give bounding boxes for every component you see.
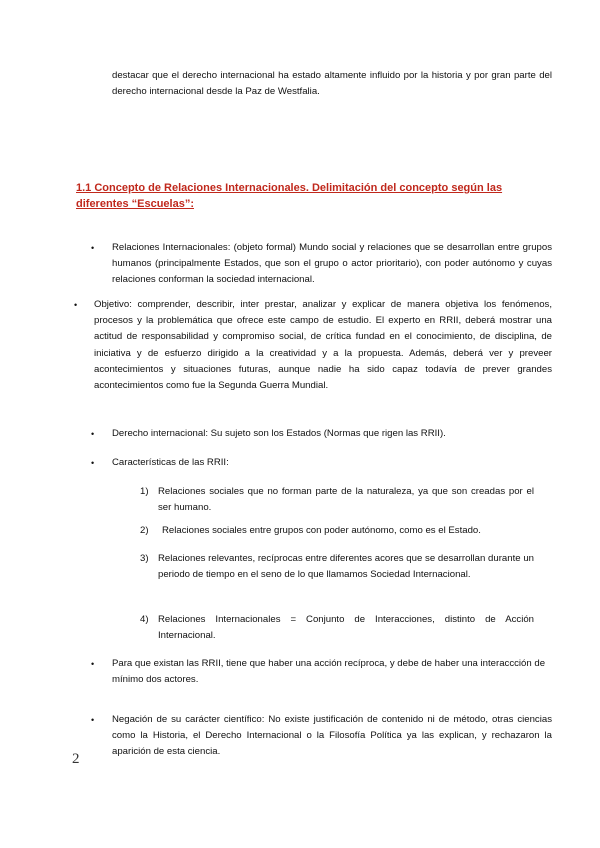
page-number: 2: [72, 751, 80, 767]
section-heading: 1.1 Concepto de Relaciones Internacionales. Delimitación del concepto según las diferentes “Escuelas”:: [76, 182, 503, 210]
characteristic-item: Relaciones sociales entre grupos con poder autónomo, como es el Estado.: [162, 525, 481, 536]
bullet-accion-reciproca: Para que existan las RRII, tiene que haber una acción recíproca, y debe de haber una interaccción de mínimo dos actores.: [112, 658, 546, 686]
intro-paragraph: destacar que el derecho internacional ha estado altamente influido por la historia y por gran parte del derecho internacional desde la Paz de Westfalia.: [112, 70, 552, 98]
bullet-relaciones-internacionales: Relaciones Internacionales: (objeto formal) Mundo social y relaciones que se desarrollan entre grupos humanos (principalmente Estados, que son el grupo o actor prioritario), con poder autónomo y cuyas relaciones conforman la sociedad internacional.: [112, 242, 552, 286]
bullet-icon: •: [91, 458, 95, 468]
bullet-caracteristicas: Características de las RRII:: [112, 457, 229, 468]
bullet-icon: •: [91, 659, 95, 669]
list-number: 4): [140, 614, 149, 625]
bullet-negacion-cientifica: Negación de su carácter científico: No existe justificación de contenido ni de método, otras ciencias como la Historia, el Derecho Internacional o la Filosofía Política ya las explican, y rechazaron la aparición de esta ciencia.: [112, 714, 552, 758]
bullet-icon: •: [74, 300, 78, 310]
characteristic-item: Relaciones relevantes, recíprocas entre diferentes acores que se desarrollan durante un periodo de tiempo en el seno de lo que llamamos Sociedad Internacional.: [158, 553, 534, 581]
bullet-icon: •: [91, 715, 95, 725]
bullet-objetivo: Objetivo: comprender, describir, inter prestar, analizar y explicar de manera objetiva los fenómenos, procesos y la problemática que ofrece este campo de estudio. El experto en RRII, deberá mostrar una actitud de responsabilidad y compromiso social, de crítica fundad en el conocimiento, de disciplina, de iniciativa y de esfuerzo dirigido a la creatividad y a la propuesta. Además, deberá ver y preveer acontecimientos y situaciones futuras, aunque nadie ha sido capaz todavía de prever grandes acontecimientos como fue la Segunda Guerra Mundial.: [94, 299, 552, 392]
list-number: 2): [140, 525, 149, 536]
list-number: 3): [140, 553, 149, 564]
bullet-derecho-internacional: Derecho internacional: Su sujeto son los Estados (Normas que rigen las RRII).: [112, 428, 446, 439]
characteristic-item: Relaciones Internacionales = Conjunto de Interacciones, distinto de Acción Internacional.: [158, 614, 534, 642]
list-number: 1): [140, 486, 149, 497]
bullet-icon: •: [91, 429, 95, 439]
bullet-icon: •: [91, 243, 95, 253]
characteristic-item: Relaciones sociales que no forman parte de la naturaleza, ya que son creadas por el ser humano.: [158, 486, 534, 514]
